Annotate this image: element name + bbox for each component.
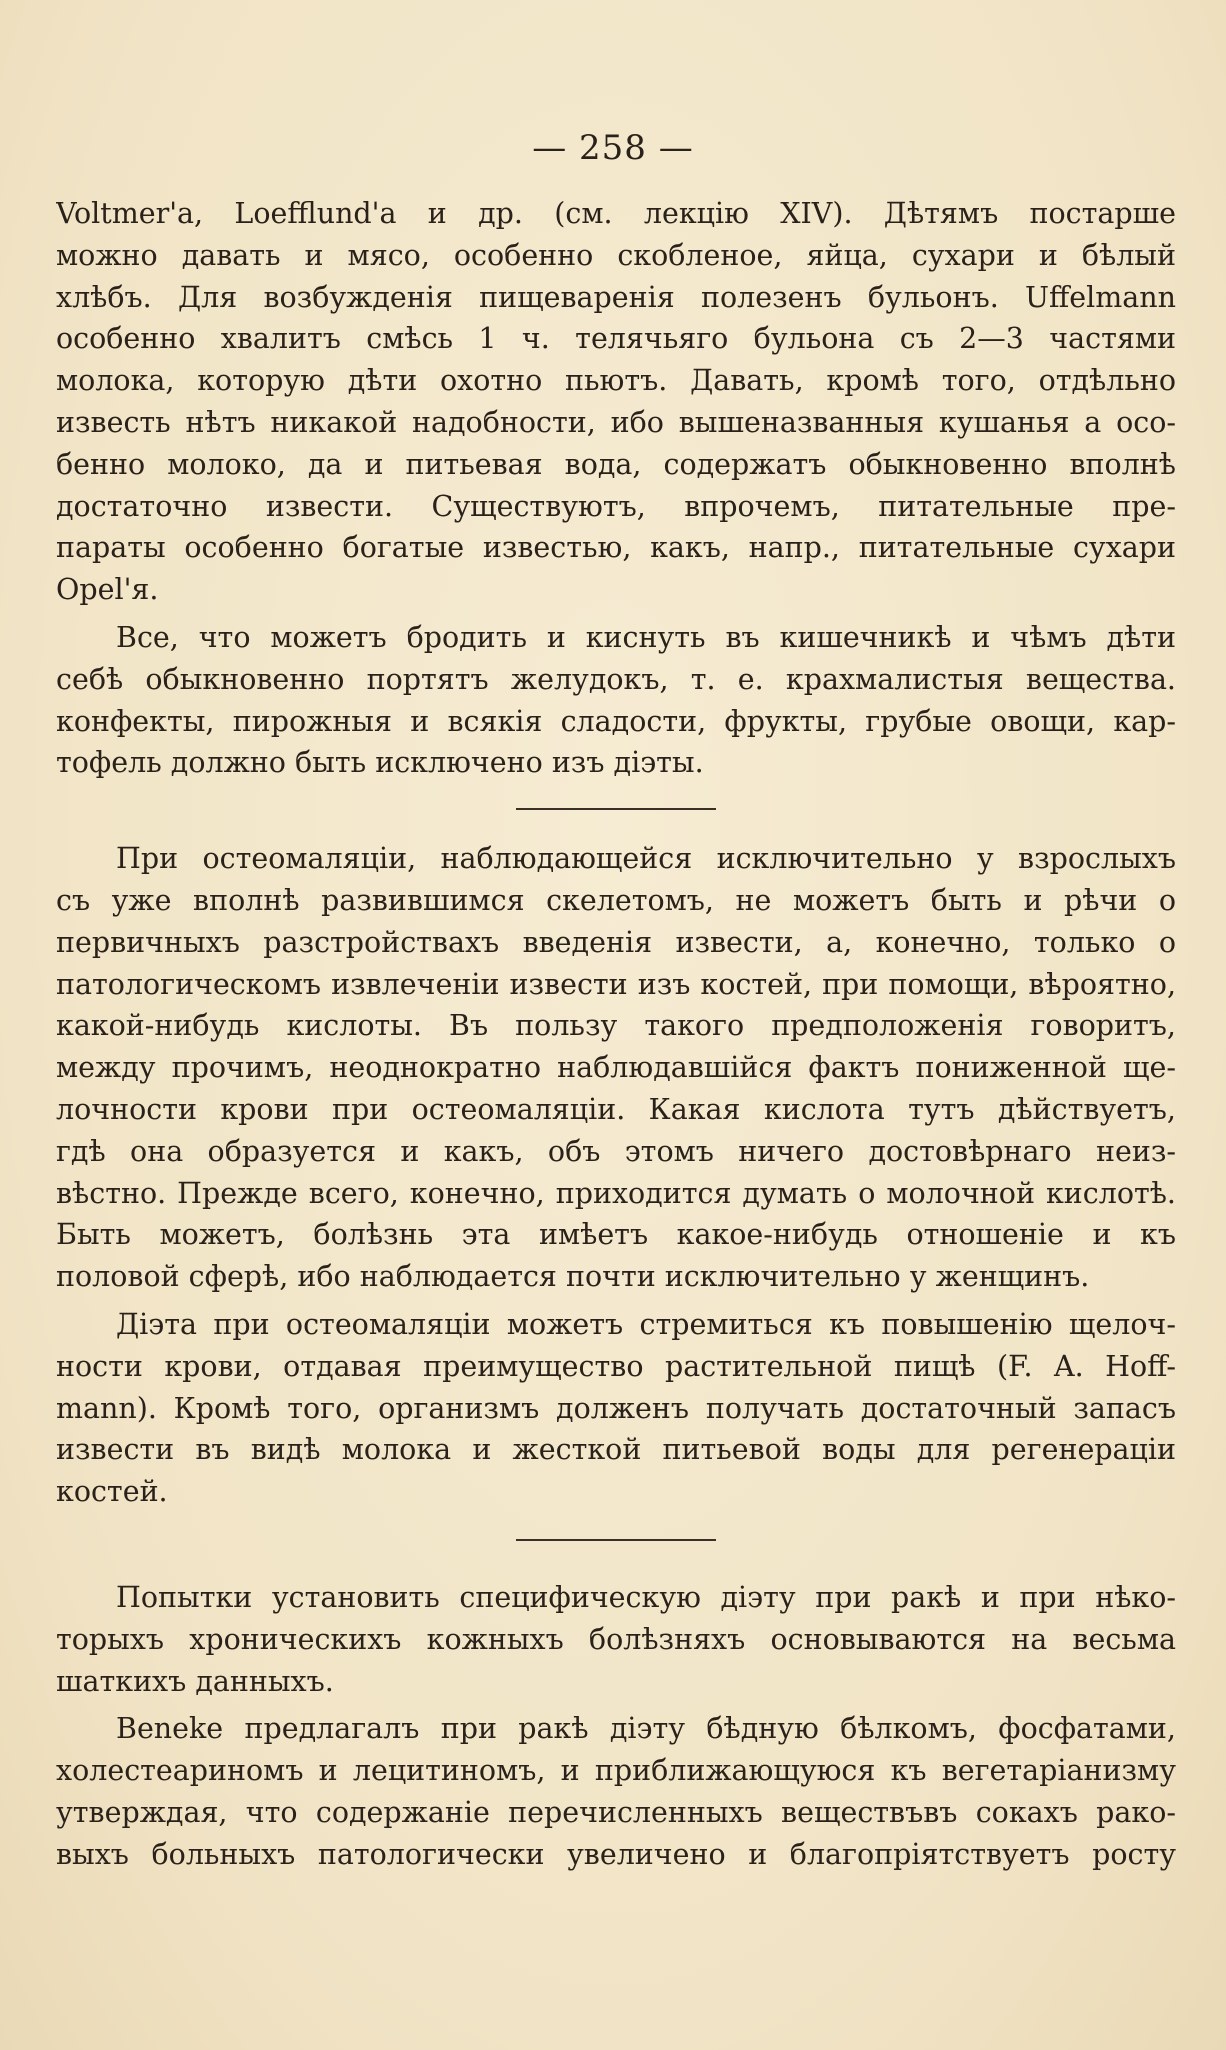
text-line: ности крови, отдавая преимущество растительной пищѣ (F. A. Hoff- <box>56 1349 1176 1383</box>
text-line: торыхъ хроническихъ кожныхъ болѣзняхъ основываются на весьма <box>56 1622 1176 1656</box>
paragraph-2 <box>56 617 1176 784</box>
page-body <box>56 193 1176 1875</box>
text-line: костей. <box>56 1475 168 1509</box>
text-line: Діэта при остеомаляціи можетъ стремиться къ повышенію щелоч- <box>116 1307 1176 1341</box>
text-line: патологическомъ извлеченіи извести изъ костей, при помощи, вѣроятно, <box>56 967 1176 1001</box>
text-line: извести въ видѣ молока и жесткой питьевой воды для регенераціи <box>56 1433 1176 1467</box>
paragraph-5 <box>56 1577 1176 1702</box>
text-line: половой сферѣ, ибо наблюдается почти исключительно у женщинъ. <box>56 1260 1090 1294</box>
text-line: параты особенно богатые известью, какъ, напр., питательные сухари <box>56 531 1176 565</box>
text-line: особенно хвалитъ смѣсь 1 ч. телячьяго бульона съ 2—3 частями <box>56 322 1176 356</box>
text-line: выхъ больныхъ патологически увеличено и благопріятствуетъ росту <box>56 1837 1176 1871</box>
text-line: можно давать и мясо, особенно скобленое, яйца, сухари и бѣлый <box>56 238 1176 272</box>
paragraph-1 <box>56 193 1176 611</box>
text-line: шаткихъ данныхъ. <box>56 1664 334 1698</box>
text-line: mann). Кромѣ того, организмъ долженъ получать достаточный запасъ <box>56 1391 1176 1425</box>
text-line: утверждая, что содержаніе перечисленныхъ веществъвъ сокахъ рако- <box>56 1795 1176 1829</box>
text-line: известь нѣтъ никакой надобности, ибо вышеназванныя кушанья а осо- <box>56 405 1176 439</box>
text-line: Opel'я. <box>56 573 159 607</box>
text-line: Все, что можетъ бродить и киснуть въ кишечникѣ и чѣмъ дѣти <box>116 620 1176 654</box>
text-line: себѣ обыкновенно портятъ желудокъ, т. е. крахмалистыя вещества. <box>56 662 1176 696</box>
paragraph-4 <box>56 1304 1176 1513</box>
text-line: съ уже вполнѣ развившимся скелетомъ, не можетъ быть и рѣчи о <box>56 883 1176 917</box>
text-line: лочности крови при остеомаляціи. Какая кислота тутъ дѣйствуетъ, <box>56 1092 1176 1126</box>
text-line: вѣстно. Прежде всего, конечно, приходится думать о молочной кислотѣ. <box>56 1176 1176 1210</box>
text-line: тофель должно быть исключено изъ діэты. <box>56 746 704 780</box>
paragraph-6 <box>56 1708 1176 1875</box>
paragraph-3 <box>56 838 1176 1298</box>
text-line: достаточно извести. Существуютъ, впрочемъ, питательные пре- <box>56 489 1176 523</box>
text-line: первичныхъ разстройствахъ введенія извести, а, конечно, только о <box>56 925 1176 959</box>
section-divider <box>516 1539 716 1541</box>
section-divider <box>516 808 716 810</box>
text-line: Voltmer'a, Loefflund'a и др. (см. лекцію XIV). Дѣтямъ постарше <box>56 197 1176 230</box>
page-number: — 258 — <box>532 128 694 168</box>
text-line: конфекты, пирожныя и всякія сладости, фрукты, грубые овощи, кар- <box>56 704 1176 738</box>
text-line: молока, которую дѣти охотно пьютъ. Давать, кромѣ того, отдѣльно <box>56 364 1176 398</box>
text-line: между прочимъ, неоднократно наблюдавшійся фактъ пониженной ще- <box>56 1051 1176 1085</box>
text-line: При остеомаляціи, наблюдающейся исключительно у взрослыхъ <box>116 842 1176 876</box>
text-line: гдѣ она образуется и какъ, объ этомъ ничего достовѣрнаго неиз- <box>56 1134 1176 1168</box>
text-line: Попытки установить специфическую діэту при ракѣ и при нѣко- <box>116 1580 1176 1614</box>
text-line: какой-нибудь кислоты. Въ пользу такого предположенія говоритъ, <box>56 1009 1176 1043</box>
text-line: Быть можетъ, болѣзнь эта имѣетъ какое-нибудь отношеніе и къ <box>56 1218 1176 1252</box>
text-line: холестеариномъ и лецитиномъ, и приближающуюся къ вегетаріанизму <box>56 1754 1176 1788</box>
text-line: бенно молоко, да и питьевая вода, содержатъ обыкновенно вполнѣ <box>56 447 1176 481</box>
text-line: хлѣбъ. Для возбужденія пищеваренія полезенъ бульонъ. Uffelmann <box>56 280 1176 314</box>
text-line: Beneke предлагалъ при ракѣ діэту бѣдную бѣлкомъ, фосфатами, <box>116 1712 1176 1746</box>
